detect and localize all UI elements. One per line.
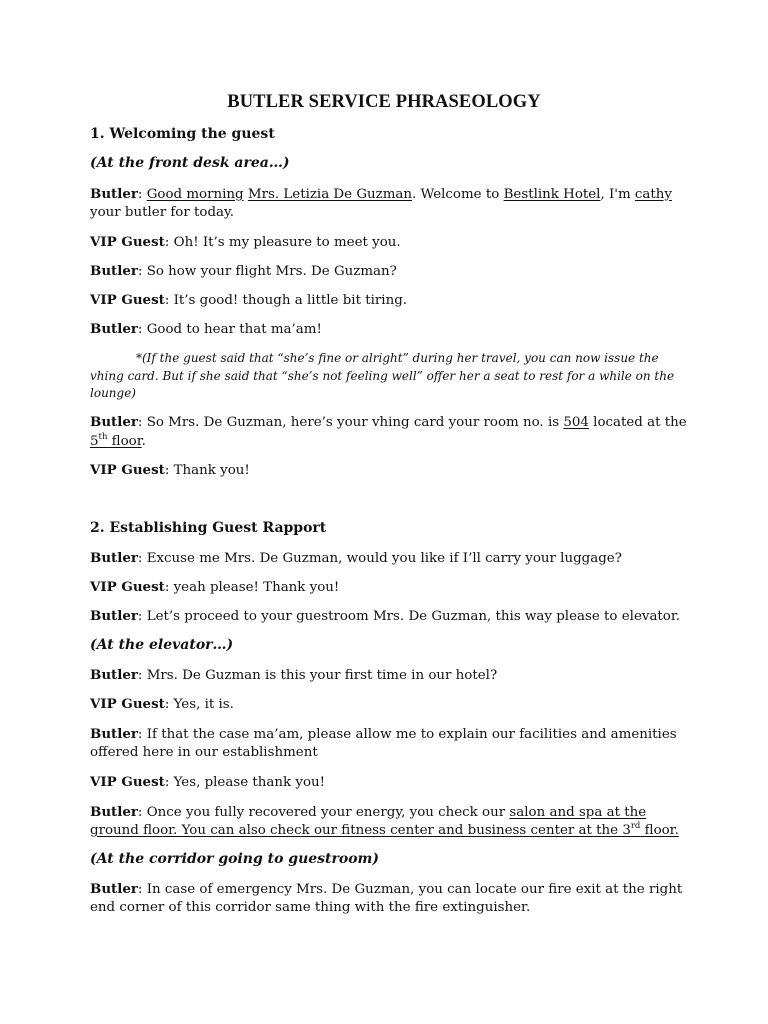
dialogue-line: VIP Guest: It’s good! though a little bit tiring. bbox=[90, 292, 408, 308]
speaker-label: Butler bbox=[90, 667, 138, 683]
dialogue-text: So how your flight Mrs. De Guzman? bbox=[146, 264, 397, 279]
room-number-underlined: 504 bbox=[563, 415, 589, 430]
dialogue-continuation: end corner of this corridor same thing with the fire extinguisher. bbox=[90, 900, 531, 915]
speaker-label: Butler bbox=[90, 263, 138, 279]
speaker-label: VIP Guest bbox=[90, 579, 165, 595]
floor-underlined bbox=[90, 434, 142, 449]
ordinal-suffix: rd bbox=[630, 821, 641, 831]
dialogue-line: Butler: Mrs. De Guzman is this your first time in our hotel? bbox=[90, 667, 498, 683]
dialogue-line: Butler: So how your flight Mrs. De Guzman? bbox=[90, 263, 397, 279]
dialogue-text: Yes, it is. bbox=[173, 697, 234, 712]
dialogue-line: Butler: Let’s proceed to your guestroom Mrs. De Guzman, this way please to elevator. bbox=[90, 608, 681, 624]
dialogue-text: yeah please! Thank you! bbox=[173, 580, 340, 595]
speaker-label: VIP Guest bbox=[90, 462, 165, 478]
dialogue-line: VIP Guest: yeah please! Thank you! bbox=[90, 579, 340, 595]
speaker-label: VIP Guest bbox=[90, 292, 165, 308]
dialogue-line: VIP Guest: Yes, it is. bbox=[90, 696, 234, 712]
dialogue-text: In case of emergency Mrs. De Guzman, you can locate our fire exit at the right bbox=[146, 882, 683, 897]
dialogue-line: Butler: Once you fully recovered your energy, you check our salon and spa at the bbox=[90, 804, 647, 820]
speaker-label: Butler bbox=[90, 321, 138, 337]
speaker-label: Butler bbox=[90, 608, 138, 624]
butler-name-underlined: cathy bbox=[634, 187, 672, 202]
speaker-label: Butler bbox=[90, 186, 138, 202]
stage-direction-elevator: (At the elevator…) bbox=[90, 637, 234, 653]
dialogue-line: VIP Guest: Oh! It’s my pleasure to meet you. bbox=[90, 234, 401, 250]
dialogue-text: , I'm bbox=[600, 187, 635, 202]
dialogue-continuation bbox=[90, 821, 679, 841]
punctuation: . bbox=[141, 434, 146, 449]
dialogue-continuation: your butler for today. bbox=[90, 205, 235, 220]
dialogue-text: Excuse me Mrs. De Guzman, would you like if I’ll carry your luggage? bbox=[146, 551, 622, 566]
hotel-name-underlined: Bestlink Hotel bbox=[503, 187, 601, 202]
dialogue-text: Once you fully recovered your energy, you check our bbox=[146, 805, 510, 820]
instruction-note-line: lounge) bbox=[90, 386, 136, 400]
dialogue-text: It’s good! though a little bit tiring. bbox=[173, 293, 408, 308]
dialogue-text: If that the case ma’am, please allow me to explain our facilities and amenities bbox=[146, 727, 677, 742]
dialogue-text: Mrs. De Guzman is this your first time in our hotel? bbox=[146, 668, 498, 683]
instruction-note-line: *(If the guest said that “she’s fine or alright” during her travel, you can now issue the bbox=[136, 351, 659, 365]
speaker-label: VIP Guest bbox=[90, 774, 165, 790]
dialogue-continuation: offered here in our establishment bbox=[90, 745, 318, 760]
dialogue-line: Butler: Good to hear that ma’am! bbox=[90, 321, 322, 337]
dialogue-text: Let’s proceed to your guestroom Mrs. De Guzman, this way please to elevator. bbox=[146, 609, 681, 624]
dialogue-line: VIP Guest: Thank you! bbox=[90, 462, 250, 478]
stage-direction-front-desk: (At the front desk area…) bbox=[90, 155, 290, 171]
speaker-label: VIP Guest bbox=[90, 696, 165, 712]
speaker-label: VIP Guest bbox=[90, 234, 165, 250]
facilities-text: ground floor. You can also check our fitness center and business center at the 3 bbox=[90, 823, 631, 838]
stage-direction-corridor: (At the corridor going to guestroom) bbox=[90, 851, 379, 867]
speaker-label: Butler bbox=[90, 726, 138, 742]
dialogue-text: Oh! It’s my pleasure to meet you. bbox=[173, 235, 401, 250]
dialogue-text: . Welcome to bbox=[412, 187, 504, 202]
floor-word: floor bbox=[107, 434, 142, 449]
dialogue-text: Yes, please thank you! bbox=[173, 775, 326, 790]
speaker-label: Butler bbox=[90, 550, 138, 566]
document-title: BUTLER SERVICE PHRASEOLOGY bbox=[227, 92, 541, 112]
dialogue-line: VIP Guest: Yes, please thank you! bbox=[90, 774, 326, 790]
dialogue-text: located at the bbox=[588, 415, 687, 430]
dialogue-line: Butler: In case of emergency Mrs. De Guzman, you can locate our fire exit at the right bbox=[90, 881, 683, 897]
floor-number: 5 bbox=[90, 434, 99, 449]
dialogue-line: Butler: So Mrs. De Guzman, here’s your vhing card your room no. is 504 located at the bbox=[90, 414, 687, 430]
section-2-heading: 2. Establishing Guest Rapport bbox=[90, 520, 327, 536]
dialogue-text: Good to hear that ma’am! bbox=[146, 322, 322, 337]
speaker-label: Butler bbox=[90, 414, 138, 430]
speaker-label: Butler bbox=[90, 804, 138, 820]
speaker-label: Butler bbox=[90, 881, 138, 897]
floor-word: floor. bbox=[640, 823, 679, 838]
ordinal-suffix: th bbox=[98, 432, 108, 442]
facilities-underlined bbox=[90, 823, 679, 838]
dialogue-text: Thank you! bbox=[173, 463, 250, 478]
dialogue-text: So Mrs. De Guzman, here’s your vhing card your room no. is bbox=[146, 415, 564, 430]
dialogue-line: Butler: Good morning Mrs. Letizia De Guzman. Welcome to Bestlink Hotel, I'm cathy bbox=[90, 186, 672, 202]
dialogue-line: Butler: Excuse me Mrs. De Guzman, would you like if I’ll carry your luggage? bbox=[90, 550, 622, 566]
instruction-note-line: vhing card. But if she said that “she’s not feeling well” offer her a seat to rest for a while on the bbox=[90, 369, 675, 383]
dialogue-continuation bbox=[90, 432, 146, 452]
greeting-underlined: Good morning bbox=[146, 187, 244, 202]
guest-name-underlined: Mrs. Letizia De Guzman bbox=[247, 187, 413, 202]
section-1-heading: 1. Welcoming the guest bbox=[90, 126, 275, 142]
dialogue-line: Butler: If that the case ma’am, please allow me to explain our facilities and amenities bbox=[90, 726, 677, 742]
salon-spa-underlined: salon and spa at the bbox=[509, 805, 647, 820]
